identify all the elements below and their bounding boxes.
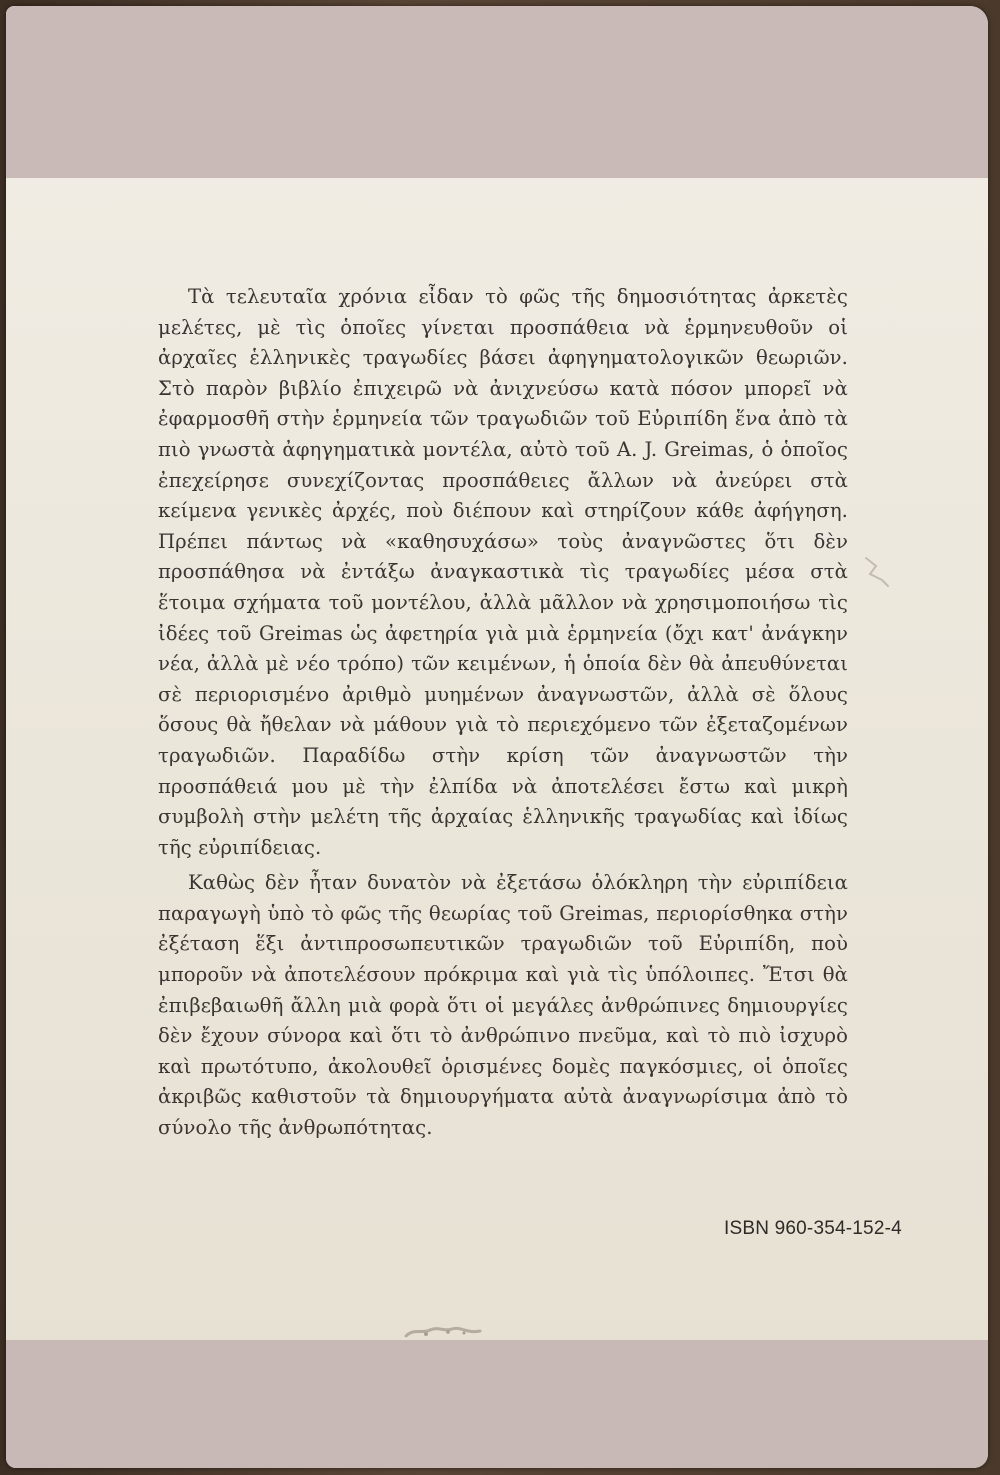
book-back-cover xyxy=(6,6,988,1468)
top-color-band xyxy=(6,6,988,178)
paper-scuff-mark xyxy=(862,554,892,588)
bottom-color-band xyxy=(6,1340,988,1468)
blurb-text xyxy=(158,282,848,1149)
blurb-paragraph-1: Τὰ τελευταῖα χρόνια εἶδαν τὸ φῶς τῆς δημοσιότητας ἀρκετὲς μελέτες, μὲ τὶς ὁποῖες γίνεται προσπάθεια νὰ ἑρμηνευθοῦν οἱ ἀρχαῖες ἑλληνικὲς τραγωδίες βάσει ἀφηγηματολογικῶν θεωριῶν. Στὸ παρὸν βιβλίο ἐπιχειρῶ νὰ ἀνιχνεύσω κατὰ πόσον μπορεῖ νὰ ἐφαρμοσθῆ στὴν ἑρμηνεία τῶν τραγωδιῶν τοῦ Εὐριπίδη ἕνα ἀπὸ τὰ πιὸ γνωστὰ ἀφηγηματικὰ μοντέλα, αὐτὸ τοῦ A. J. Greimas, ὁ ὁποῖος ἐπεχείρησε συνεχίζοντας προσπάθειες ἄλλων νὰ ἀνεύρει στὰ κείμενα γενικὲς ἀρχές, ποὺ διέπουν καὶ στηρίζουν κάθε ἀφήγηση. Πρέπει πάντως νὰ «καθησυχάσω» τοὺς ἀναγνῶστες ὅτι δὲν προσπάθησα νὰ ἐντάξω ἀναγκαστικὰ τὶς τραγωδίες μέσα στὰ ἕτοιμα σχήματα τοῦ μοντέλου, ἀλλὰ μᾶλλον νὰ χρησιμοποιήσω τὶς ἰδέες τοῦ Greimas ὡς ἀφετηρία γιὰ μιὰ ἑρμηνεία (ὄχι κατ' ἀνάγκην νέα, ἀλλὰ μὲ νέο τρόπο) τῶν κειμένων, ἡ ὁποία δὲν θὰ ἀπευθύνεται σὲ περιορισμένο ἀριθμὸ μυημένων ἀναγνωστῶν, ἀλλὰ σὲ ὅλους ὅσους θὰ ἤθελαν νὰ μάθουν γιὰ τὸ περιεχόμενο τῶν ἐξεταζομένων τραγωδιῶν. Παραδίδω στὴν κρίση τῶν ἀναγνωστῶν τὴν προσπάθειά μου μὲ τὴν ἐλπίδα νὰ ἀποτελέσει ἔστω καὶ μικρὴ συμβολὴ στὴν μελέτη τῆς ἀρχαίας ἑλληνικῆς τραγωδίας καὶ ἰδίως τῆς εὐριπίδειας. xyxy=(158,285,848,859)
isbn-number: ISBN 960-354-152-4 xyxy=(724,1218,902,1239)
blurb-paragraph-2: Καθὼς δὲν ἦταν δυνατὸν νὰ ἐξετάσω ὁλόκληρη τὴν εὐριπίδεια παραγωγὴ ὑπὸ τὸ φῶς τῆς θεωρίας τοῦ Greimas, περιορίσθηκα στὴν ἐξέταση ἕξι ἀντιπροσωπευτικῶν τραγωδιῶν τοῦ Εὐριπίδη, ποὺ μποροῦν νὰ ἀποτελέσουν πρόκριμα καὶ γιὰ τὶς ὑπόλοιπες. Ἔτσι θὰ ἐπιβεβαιωθῆ ἄλλη μιὰ φορὰ ὅτι οἱ μεγάλες ἀνθρώπινες δημιουργίες δὲν ἔχουν σύνορα καὶ ὅτι τὸ ἀνθρώπινο πνεῦμα, καὶ τὸ πιὸ ἰσχυρὸ καὶ πρωτότυπο, ἀκολουθεῖ ὁρισμένες δομὲς παγκόσμιες, οἱ ὁποῖες ἀκριβῶς καθιστοῦν τὰ δημιουργήματα αὐτὰ ἀναγνωρίσιμα ἀπὸ τὸ σύνολο τῆς ἀνθρωπότητας. xyxy=(158,871,848,1140)
paper-wear-mark xyxy=(404,1322,484,1342)
